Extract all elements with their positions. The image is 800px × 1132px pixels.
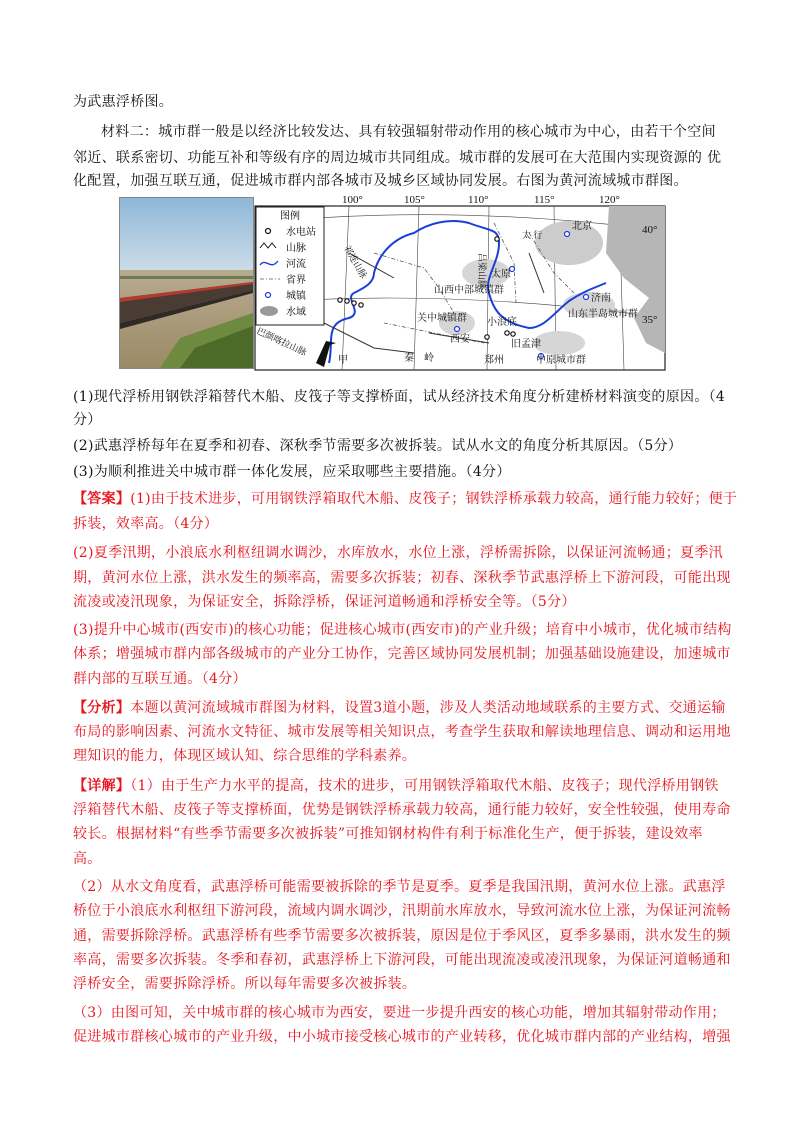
map-label-taiyuan: 太原	[491, 269, 511, 280]
detail-tag: 【详解】	[73, 778, 131, 794]
question-2: (2)武惠浮桥每年在夏季和初春、深秋季节需要多次被拆装。试从水文的角度分析其原因。（5分）	[73, 438, 683, 454]
detail-text: （1）由于生产力水平的提高，技术的进步，可用钢铁浮箱取代木船、皮筏子；现代浮桥用钢铁	[130, 778, 719, 794]
lat-35-label: 35°	[642, 314, 658, 326]
map-label-bayankala: 巴颜喀拉山脉	[255, 325, 309, 358]
detail-line: 浮箱替代木船、皮筏子等支撑桥面，优势是钢铁浮桥承载力较高，通行能力较好，安全性较强，使用寿命	[73, 802, 731, 818]
analysis-tag: 【分析】	[73, 700, 131, 716]
answer-text: (1)由于技术进步，可用钢铁浮箱取代木船、皮筏子；钢铁浮桥承载力较高，通行能力较好；便于	[130, 491, 738, 507]
lon-100-label: 100°	[342, 194, 363, 206]
map-label-taihang: 太 行	[522, 230, 543, 240]
map-label-xiaolangdi: 小浪底	[487, 317, 517, 328]
map-label-beijing: 北京	[572, 221, 592, 232]
legend-hydropower: 水电站	[286, 227, 316, 238]
legend-mountain: 山脉	[286, 243, 306, 254]
legend-title: 图例	[280, 211, 300, 222]
question-1-cont: 分）	[73, 412, 102, 428]
map-label-shanxi-group: 山西中部城镇群	[434, 285, 504, 296]
analysis-text: 本题以黄河流域城市群图为材料，设置3道小题，涉及人类活动地域联系的主要方式、交通运输	[130, 700, 726, 716]
detail-line: （2）从水文角度看，武惠浮桥可能需要被拆除的季节是夏季。夏季是我国汛期，黄河水位上涨。武惠浮	[73, 879, 726, 895]
material-two-line: 化配置，加强互联互通，促进城市群内部各城市及城乡区域协同发展。右图为黄河流域城市群图。	[73, 173, 688, 189]
question-1: (1)现代浮桥用钢铁浮箱替代木船、皮筏子等支撑桥面，试从经济技术角度分析建桥材料演变的原因。（4	[73, 389, 726, 405]
lon-115-label: 115°	[534, 194, 555, 206]
map-label-lvliang: 吕梁山脉	[477, 253, 487, 290]
analysis-line	[73, 697, 733, 719]
answer-tag: 【答案】	[73, 491, 131, 507]
detail-line	[73, 775, 733, 797]
map-label-xian: 西安	[450, 334, 470, 345]
intro-line: 为武惠浮桥图。	[73, 94, 174, 110]
answer-line: 体系；增强城市群内部各级城市的产业分工协作，完善区域协同发展机制；加强基础设施建设，加速城市	[73, 646, 731, 662]
pontoon-bridge-photo	[119, 197, 254, 369]
map-label-jinan: 济南	[591, 293, 611, 304]
map-legend	[256, 207, 324, 325]
answer-line: 拆装，效率高。（4分）	[73, 516, 219, 532]
answer-line: 流凌或凌汛现象，为保证安全，拆除浮桥，保证河道畅通和浮桥安全等。（5分）	[73, 594, 576, 610]
detail-line: 率高，需要多次拆装。冬季和春初，武惠浮桥上下游河段，可能出现流凌或凌汛现象，为保证河道畅通和	[73, 952, 731, 968]
map-label-zhongyuan-group: 中原城市群	[536, 355, 586, 366]
detail-line: 较长。根据材料“有些季节需要多次被拆装”可推知钢材构件有利于标准化生产，便于拆装，建设效率	[73, 826, 703, 842]
detail-line: 高。	[73, 851, 102, 867]
legend-water: 水域	[286, 307, 306, 318]
detail-line: 浮桥安全，需要拆除浮桥。所以每年需要多次被拆装。	[73, 976, 417, 992]
analysis-line: 理知识的能力，体现区域认知、综合思维的学科素养。	[73, 748, 417, 764]
legend-river: 河流	[286, 259, 306, 270]
answer-line	[73, 488, 738, 510]
material-two-line: 材料二：城市群一般是以经济比较发达、具有较强辐射带动作用的核心城市为中心，由若干个空间	[101, 124, 716, 140]
lat-40-label: 40°	[642, 224, 658, 236]
analysis-line: 布局的影响因素、河流水文特征、城市发展等相关知识点，考查学生获取和解读地理信息、调动和运用地	[73, 724, 731, 740]
detail-line: 促进城市群核心城市的产业升级，中小城市接受核心城市的产业转移，优化城市群内部的产业结构，增强	[73, 1029, 731, 1045]
map-label-qinling: 秦 岭	[404, 353, 434, 364]
answer-line: (3)提升中心城市(西安市)的核心功能；促进核心城市(西安市)的产业升级；培育中小城市，优化城市结构	[73, 622, 732, 638]
legend-town: 城镇	[286, 291, 306, 302]
lon-105-label: 105°	[404, 194, 425, 206]
lon-110-label: 110°	[468, 194, 489, 206]
map-label-jiumengjin: 旧孟津	[511, 339, 541, 350]
detail-line: 通，需要拆除浮桥。武惠浮桥有些季节需要多次被拆装，原因是位于季风区，夏季多暴雨，洪水发生的频	[73, 928, 731, 944]
detail-line: 桥位于小浪底水利枢纽下游河段，流域内调水调沙，汛期前水库放水，导致河流水位上涨，为保证河流畅	[73, 903, 731, 919]
answer-line: (2)夏季汛期，小浪底水利枢纽调水调沙，水库放水，水位上涨，浮桥需拆除，以保证河流畅通；夏季汛	[73, 545, 723, 561]
answer-line: 群内部的互联互通。（4分）	[73, 671, 247, 687]
map-label-jia: 甲	[338, 355, 348, 366]
legend-province-border: 省界	[286, 275, 306, 286]
map-label-qilian: 祁连山脉	[342, 244, 369, 281]
yellow-river-city-cluster-map	[254, 193, 666, 371]
material-two-line: 邻近、联系密切、功能互补和等级有序的周边城市共同组成。城市群的发展可在大范围内实现资源的 优	[73, 150, 722, 166]
question-3: (3)为顺利推进关中城市群一体化发展，应采取哪些主要措施。（4分）	[73, 464, 511, 480]
answer-line: 期，黄河水位上涨，洪水发生的频率高，需要多次拆装；初春、深秋季节武惠浮桥上下游河段，可能出现	[73, 570, 731, 586]
map-label-shandong-group: 山东半岛城市群	[568, 309, 638, 320]
detail-line: （3）由图可知，关中城市群的核心城市为西安，要进一步提升西安的核心功能，增加其辐射带动作用；	[73, 1005, 726, 1021]
lon-120-label: 120°	[599, 194, 620, 206]
map-label-zhengzhou: 郑州	[484, 355, 504, 366]
map-label-guanzhong-group: 关中城镇群	[417, 313, 467, 324]
